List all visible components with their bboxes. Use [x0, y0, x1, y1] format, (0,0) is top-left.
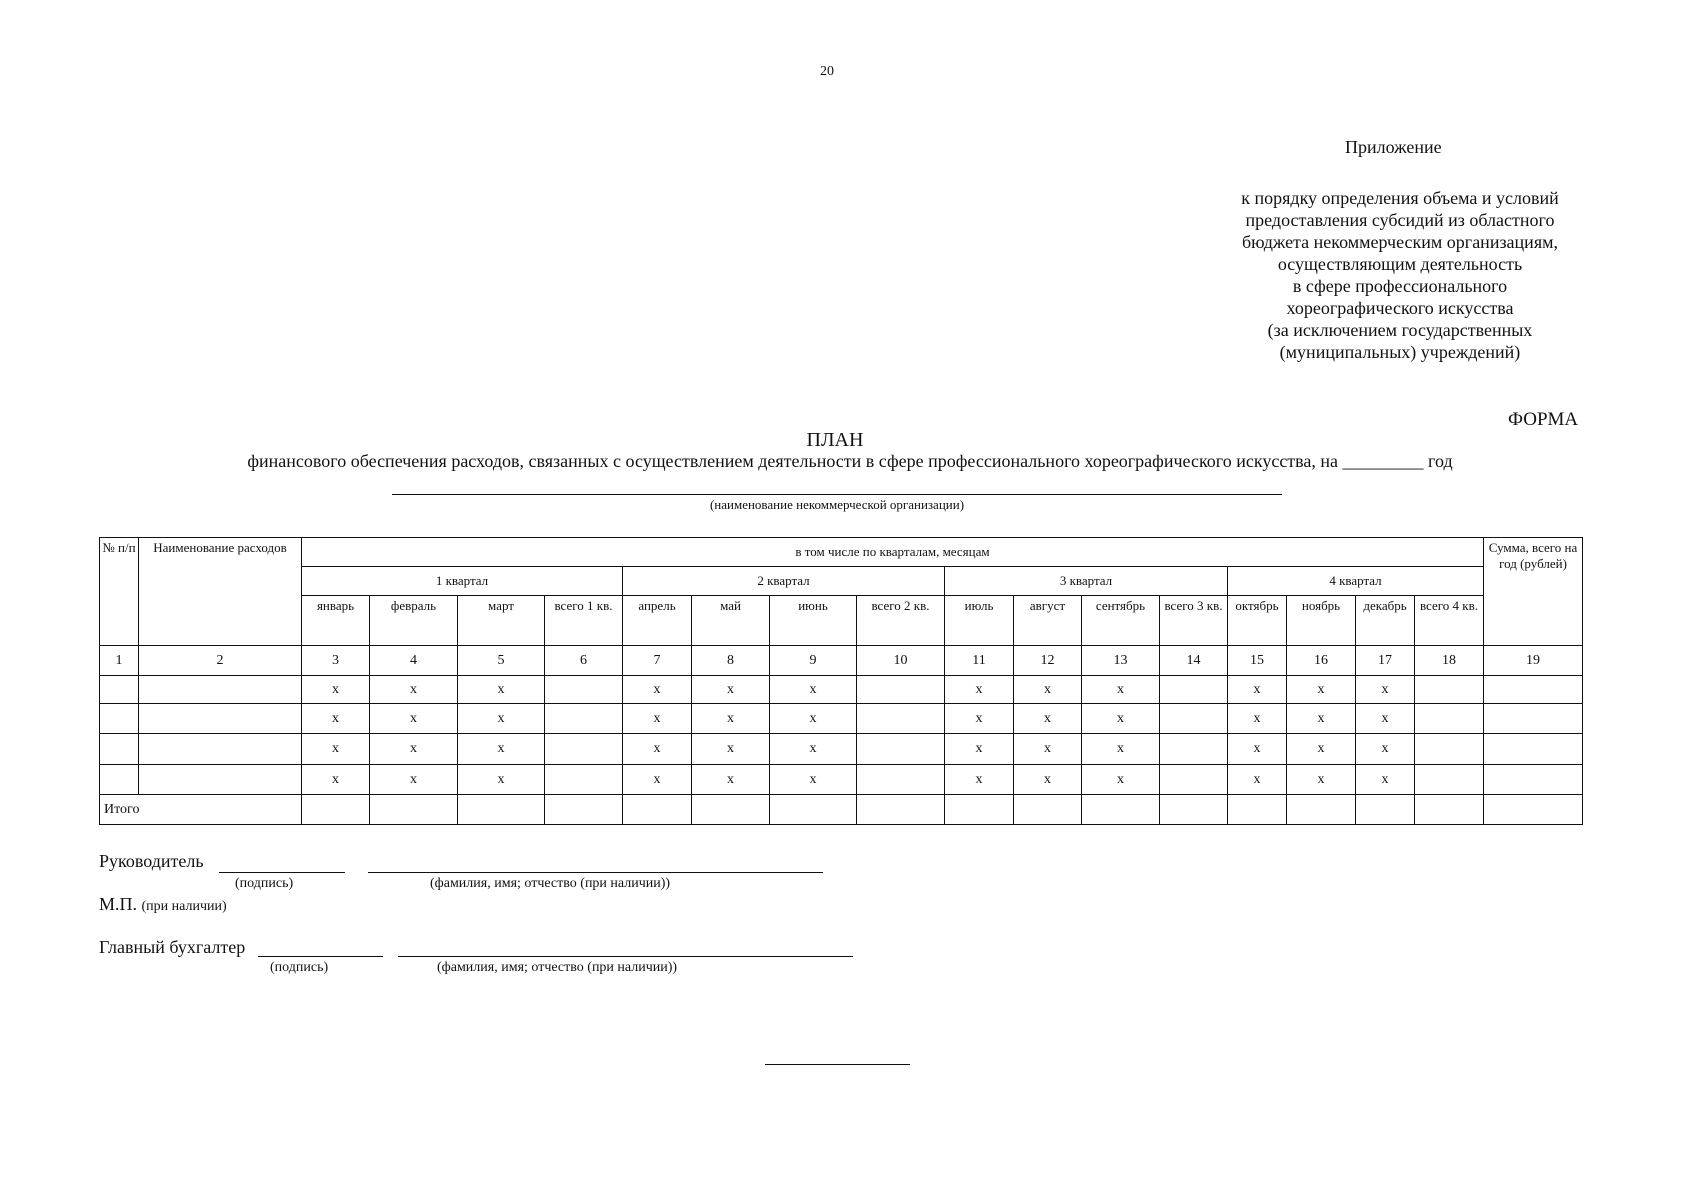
x-cell: х [302, 734, 370, 765]
cell[interactable] [139, 676, 302, 704]
x-cell: х [945, 734, 1014, 765]
cell[interactable] [370, 795, 458, 825]
x-cell: х [1082, 734, 1160, 765]
header-quarter-total: всего 4 кв. [1415, 596, 1484, 646]
x-cell: х [302, 765, 370, 795]
page-number: 20 [820, 64, 834, 79]
x-cell: х [770, 676, 857, 704]
appendix-line: предоставления субсидий из областного [1245, 210, 1555, 230]
x-cell: х [370, 704, 458, 734]
cell[interactable] [1160, 734, 1228, 765]
x-cell: х [458, 734, 545, 765]
director-name-caption: (фамилия, имя; отчество (при наличии)) [430, 876, 671, 891]
cell[interactable] [1287, 795, 1356, 825]
accountant-signature-line[interactable] [258, 956, 383, 957]
column-number: 14 [1160, 646, 1228, 676]
column-number: 5 [458, 646, 545, 676]
stamp-label: М.П. [99, 894, 138, 914]
header-month: сентябрь [1082, 596, 1160, 646]
x-cell: х [1082, 704, 1160, 734]
cell[interactable] [1484, 704, 1583, 734]
org-name-caption: (наименование некоммерческой организации) [709, 497, 965, 512]
cell[interactable] [1484, 676, 1583, 704]
cell[interactable] [545, 676, 623, 704]
x-cell: х [458, 676, 545, 704]
cell[interactable] [1160, 765, 1228, 795]
table-row [100, 765, 1583, 795]
x-cell: х [692, 734, 770, 765]
x-cell: х [302, 704, 370, 734]
cell[interactable] [1356, 795, 1415, 825]
x-cell: х [1287, 676, 1356, 704]
total-label: Итого [100, 795, 302, 825]
x-cell: х [1014, 734, 1082, 765]
cell[interactable] [945, 795, 1014, 825]
cell[interactable] [139, 734, 302, 765]
cell[interactable] [1082, 795, 1160, 825]
cell[interactable] [545, 765, 623, 795]
appendix-line: бюджета некоммерческим организациям, [1242, 232, 1558, 252]
x-cell: х [945, 704, 1014, 734]
appendix-title: Приложение [1345, 137, 1442, 157]
appendix-line: (за исключением государственных [1267, 320, 1533, 340]
column-number: 7 [623, 646, 692, 676]
column-number: 3 [302, 646, 370, 676]
header-month: июнь [770, 596, 857, 646]
plan-subtitle [100, 451, 1600, 472]
header-no: № п/п [100, 538, 139, 646]
header-quarters-group: в том числе по кварталам, месяцам [302, 538, 1484, 567]
column-number: 9 [770, 646, 857, 676]
plan-subtitle-text: финансового обеспечения расходов, связанных с осуществлением деятельности в сфере профессионального хореографического искусства, на [247, 451, 1339, 471]
appendix-line: к порядку определения объема и условий [1241, 188, 1559, 208]
x-cell: х [770, 704, 857, 734]
cell[interactable] [1415, 734, 1484, 765]
header-month: март [458, 596, 545, 646]
x-cell: х [1287, 765, 1356, 795]
cell[interactable] [1228, 795, 1287, 825]
x-cell: х [692, 676, 770, 704]
cell[interactable] [1415, 795, 1484, 825]
header-quarter-4: 4 квартал [1228, 567, 1484, 596]
header-quarter-total: всего 1 кв. [545, 596, 623, 646]
appendix-subtitle [1200, 187, 1600, 363]
stamp-label-wrap [99, 894, 227, 915]
director-label: Руководитель [99, 851, 204, 871]
cell[interactable] [100, 704, 139, 734]
x-cell: х [1014, 765, 1082, 795]
cell[interactable] [1484, 734, 1583, 765]
x-cell: х [1356, 734, 1415, 765]
appendix-line: в сфере профессионального [1292, 276, 1508, 296]
cell[interactable] [1415, 704, 1484, 734]
column-number: 13 [1082, 646, 1160, 676]
header-name: Наименование расходов [139, 538, 302, 646]
x-cell: х [623, 676, 692, 704]
cell[interactable] [1484, 795, 1583, 825]
director-sign-caption: (подпись) [235, 876, 294, 891]
year-blank[interactable]: _________ [1342, 451, 1424, 471]
x-cell: х [1082, 676, 1160, 704]
plan-title: ПЛАН [806, 429, 864, 451]
column-number: 19 [1484, 646, 1583, 676]
cell[interactable] [1160, 704, 1228, 734]
cell[interactable] [100, 676, 139, 704]
cell[interactable] [692, 795, 770, 825]
appendix-line: осуществляющим деятельность [1277, 254, 1523, 274]
cell[interactable] [1484, 765, 1583, 795]
header-quarter-2: 2 квартал [623, 567, 945, 596]
cell[interactable] [139, 704, 302, 734]
accountant-sign-caption: (подпись) [270, 960, 329, 975]
cell[interactable] [623, 795, 692, 825]
x-cell: х [1356, 765, 1415, 795]
cell[interactable] [1160, 795, 1228, 825]
cell[interactable] [100, 765, 139, 795]
table-row [100, 734, 1583, 765]
plan-subtitle-year: год [1428, 451, 1453, 471]
x-cell: х [1356, 704, 1415, 734]
x-cell: х [692, 704, 770, 734]
x-cell: х [1228, 765, 1287, 795]
cell[interactable] [857, 704, 945, 734]
total-row [100, 795, 1583, 825]
column-number: 2 [139, 646, 302, 676]
cell[interactable] [857, 676, 945, 704]
x-cell: х [770, 765, 857, 795]
x-cell: х [692, 765, 770, 795]
cell[interactable] [139, 765, 302, 795]
plan-table [99, 537, 1583, 825]
cell[interactable] [545, 795, 623, 825]
x-cell: х [623, 765, 692, 795]
cell[interactable] [857, 795, 945, 825]
header-quarter-1: 1 квартал [302, 567, 623, 596]
x-cell: х [623, 704, 692, 734]
x-cell: х [458, 765, 545, 795]
column-number: 15 [1228, 646, 1287, 676]
column-number: 18 [1415, 646, 1484, 676]
x-cell: х [370, 734, 458, 765]
cell[interactable] [545, 734, 623, 765]
x-cell: х [1228, 734, 1287, 765]
x-cell: х [1228, 676, 1287, 704]
cell[interactable] [1014, 795, 1082, 825]
cell[interactable] [857, 734, 945, 765]
org-name-line[interactable] [392, 494, 1282, 495]
x-cell: х [1082, 765, 1160, 795]
column-number: 6 [545, 646, 623, 676]
form-label: ФОРМА [1508, 409, 1579, 430]
column-number: 12 [1014, 646, 1082, 676]
accountant-name-caption: (фамилия, имя; отчество (при наличии)) [437, 960, 678, 975]
cell[interactable] [1415, 676, 1484, 704]
cell[interactable] [1160, 676, 1228, 704]
x-cell: х [623, 734, 692, 765]
cell[interactable] [545, 704, 623, 734]
header-total: Сумма, всего на год (рублей) [1484, 538, 1583, 646]
appendix-line: (муниципальных) учреждений) [1279, 342, 1521, 362]
cell[interactable] [770, 795, 857, 825]
director-signature-line[interactable] [219, 872, 345, 873]
x-cell: х [1014, 676, 1082, 704]
column-number: 1 [100, 646, 139, 676]
stamp-note: (при наличии) [141, 899, 227, 914]
x-cell: х [458, 704, 545, 734]
header-month: июль [945, 596, 1014, 646]
director-name-line[interactable] [368, 872, 823, 873]
header-month: декабрь [1356, 596, 1415, 646]
x-cell: х [770, 734, 857, 765]
header-month: май [692, 596, 770, 646]
cell[interactable] [458, 795, 545, 825]
cell[interactable] [302, 795, 370, 825]
header-month: январь [302, 596, 370, 646]
column-number: 16 [1287, 646, 1356, 676]
header-quarter-total: всего 2 кв. [857, 596, 945, 646]
header-quarter-3: 3 квартал [945, 567, 1228, 596]
column-number: 8 [692, 646, 770, 676]
column-number: 10 [857, 646, 945, 676]
column-number: 17 [1356, 646, 1415, 676]
x-cell: х [370, 765, 458, 795]
cell[interactable] [857, 765, 945, 795]
accountant-name-line[interactable] [398, 956, 853, 957]
cell[interactable] [100, 734, 139, 765]
header-month: апрель [623, 596, 692, 646]
header-month: февраль [370, 596, 458, 646]
column-number: 4 [370, 646, 458, 676]
header-month: октябрь [1228, 596, 1287, 646]
accountant-label: Главный бухгалтер [99, 937, 246, 957]
end-divider [765, 1064, 910, 1065]
x-cell: х [945, 765, 1014, 795]
x-cell: х [302, 676, 370, 704]
header-month: ноябрь [1287, 596, 1356, 646]
x-cell: х [945, 676, 1014, 704]
table-row [100, 676, 1583, 704]
cell[interactable] [1415, 765, 1484, 795]
appendix-line: хореографического искусства [1286, 298, 1514, 318]
column-number: 11 [945, 646, 1014, 676]
x-cell: х [1287, 734, 1356, 765]
x-cell: х [1228, 704, 1287, 734]
x-cell: х [1014, 704, 1082, 734]
header-quarter-total: всего 3 кв. [1160, 596, 1228, 646]
x-cell: х [1287, 704, 1356, 734]
x-cell: х [370, 676, 458, 704]
header-month: август [1014, 596, 1082, 646]
table-row [100, 704, 1583, 734]
x-cell: х [1356, 676, 1415, 704]
